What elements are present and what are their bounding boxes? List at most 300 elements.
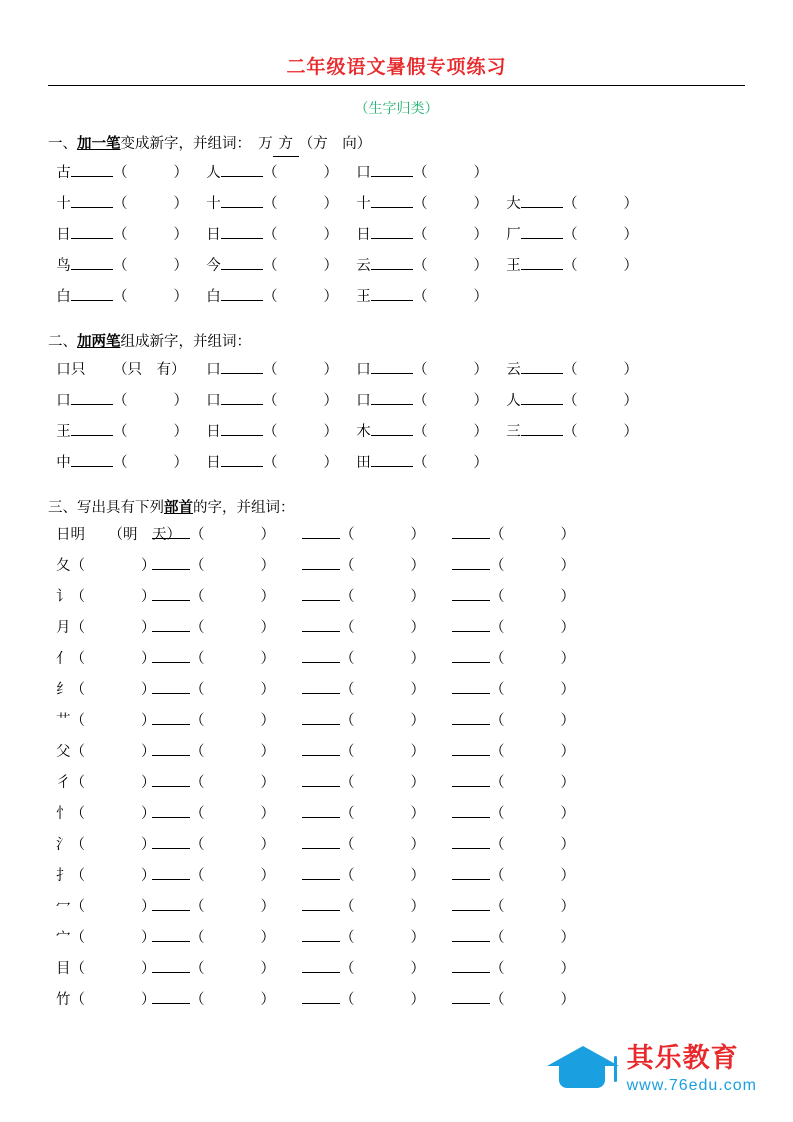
answer-blank[interactable] [452, 896, 490, 911]
answer-blank[interactable] [521, 390, 563, 405]
answer-blank[interactable] [452, 648, 490, 663]
exercise-item[interactable] [152, 523, 302, 544]
exercise-item[interactable] [56, 192, 206, 213]
word-parens[interactable]: （ ） [490, 930, 575, 947]
section-1-rows [48, 161, 745, 316]
answer-blank[interactable] [521, 224, 563, 239]
word-parens[interactable]: （ ） [490, 806, 575, 823]
radical-char: 忄 [56, 806, 71, 823]
exercise-item[interactable] [506, 254, 656, 275]
answer-blank[interactable] [452, 834, 490, 849]
exercise-item[interactable] [206, 358, 356, 379]
word-parens[interactable]: （ ） [113, 195, 188, 212]
exercise-item[interactable] [152, 585, 302, 606]
exercise-item[interactable] [302, 740, 452, 761]
word-parens[interactable]: （ ） [263, 195, 338, 212]
word-parens[interactable]: （ ） [340, 620, 425, 637]
word-parens[interactable]: （ ） [113, 423, 188, 440]
exercise-item[interactable] [302, 864, 452, 885]
exercise-item[interactable] [452, 740, 602, 761]
word-parens[interactable]: （ ） [70, 868, 156, 885]
prompt-char: 今 [206, 257, 221, 274]
answer-blank[interactable] [302, 803, 340, 818]
exercise-item[interactable] [302, 833, 452, 854]
answer-blank[interactable] [152, 679, 190, 694]
word-parens[interactable]: （ ） [190, 527, 275, 544]
answer-blank[interactable] [371, 224, 413, 239]
answer-blank[interactable] [71, 162, 113, 177]
word-parens[interactable]: （ ） [340, 930, 425, 947]
answer-blank[interactable] [452, 741, 490, 756]
exercise-item[interactable] [206, 161, 356, 182]
answer-blank[interactable] [152, 586, 190, 601]
answer-blank[interactable] [302, 741, 340, 756]
word-parens[interactable]: （ ） [563, 392, 638, 409]
exercise-row [48, 895, 745, 926]
word-parens[interactable]: （ ） [490, 992, 575, 1009]
word-parens[interactable]: （ ） [340, 837, 425, 854]
answer-blank[interactable] [452, 555, 490, 570]
word-parens[interactable]: （ ） [190, 682, 275, 699]
answer-blank[interactable] [302, 586, 340, 601]
answer-blank[interactable] [371, 255, 413, 270]
answer-blank[interactable] [371, 162, 413, 177]
exercise-item[interactable] [506, 223, 656, 244]
word-parens[interactable]: （ ） [190, 558, 275, 575]
word-parens[interactable]: （ ） [490, 899, 575, 916]
exercise-row [48, 285, 745, 316]
exercise-item[interactable] [152, 895, 302, 916]
exercise-item[interactable] [152, 957, 302, 978]
radical-lead[interactable] [56, 988, 156, 1009]
exercise-item[interactable] [302, 709, 452, 730]
exercise-item[interactable] [206, 192, 356, 213]
exercise-item[interactable] [152, 833, 302, 854]
answer-blank[interactable] [71, 286, 113, 301]
exercise-item[interactable] [302, 957, 452, 978]
exercise-item[interactable] [152, 554, 302, 575]
word-parens[interactable]: （ ） [490, 961, 575, 978]
exercise-item[interactable] [356, 285, 506, 306]
answer-blank[interactable] [152, 555, 190, 570]
prompt-char: 白 [56, 288, 71, 305]
answer-blank[interactable] [152, 989, 190, 1004]
word-parens[interactable]: （ ） [263, 361, 338, 378]
answer-blank[interactable] [152, 710, 190, 725]
answer-blank[interactable] [152, 772, 190, 787]
answer-blank[interactable] [152, 648, 190, 663]
exercise-item[interactable] [302, 771, 452, 792]
exercise-item[interactable] [356, 192, 506, 213]
word-parens[interactable]: （ ） [190, 713, 275, 730]
exercise-item[interactable] [506, 192, 656, 213]
radical-lead[interactable] [56, 647, 156, 668]
word-parens[interactable]: （ ） [263, 392, 338, 409]
word-parens[interactable]: （ ） [70, 682, 156, 699]
answer-blank[interactable] [452, 524, 490, 539]
word-parens[interactable]: （ ） [413, 361, 488, 378]
answer-blank[interactable] [221, 193, 263, 208]
answer-blank[interactable] [371, 421, 413, 436]
answer-blank[interactable] [221, 359, 263, 374]
exercise-item[interactable] [206, 223, 356, 244]
word-parens[interactable]: （ ） [490, 558, 575, 575]
sample-answer: 明 [70, 527, 85, 544]
answer-blank[interactable] [221, 255, 263, 270]
answer-blank[interactable] [71, 421, 113, 436]
radical-char: 冖 [56, 899, 71, 916]
exercise-item[interactable] [302, 523, 452, 544]
word-parens[interactable]: （ ） [413, 392, 488, 409]
exercise-item[interactable] [452, 802, 602, 823]
exercise-item[interactable] [302, 802, 452, 823]
exercise-item[interactable] [152, 647, 302, 668]
word-parens[interactable]: （ ） [190, 961, 275, 978]
word-parens[interactable]: （ ） [340, 744, 425, 761]
answer-blank[interactable] [452, 927, 490, 942]
word-parens[interactable]: （ ） [413, 257, 488, 274]
answer-blank[interactable] [302, 989, 340, 1004]
exercise-item[interactable] [452, 926, 602, 947]
word-parens[interactable]: （ ） [70, 837, 156, 854]
exercise-row [48, 389, 745, 420]
prompt-char: 王 [356, 288, 371, 305]
answer-blank[interactable] [302, 834, 340, 849]
exercise-item[interactable] [356, 420, 506, 441]
answer-blank[interactable] [152, 617, 190, 632]
word-parens[interactable]: （ ） [190, 992, 275, 1009]
answer-blank[interactable] [371, 452, 413, 467]
exercise-item[interactable] [356, 161, 506, 182]
exercise-item[interactable] [452, 585, 602, 606]
word-parens[interactable]: （ ） [340, 961, 425, 978]
radical-lead[interactable] [56, 957, 156, 978]
word-parens[interactable]: （ ） [190, 775, 275, 792]
word-parens[interactable]: （ ） [563, 226, 638, 243]
exercise-item[interactable] [56, 389, 206, 410]
answer-blank[interactable] [371, 286, 413, 301]
word-parens[interactable]: （ ） [190, 837, 275, 854]
word-parens[interactable]: （ ） [413, 164, 488, 181]
answer-blank[interactable] [71, 390, 113, 405]
sample-answer: 方 [273, 134, 299, 157]
exercise-item[interactable] [206, 285, 356, 306]
answer-blank[interactable] [302, 710, 340, 725]
word-parens[interactable]: （ ） [70, 806, 156, 823]
word-parens[interactable]: （ ） [113, 164, 188, 181]
exercise-item[interactable] [152, 616, 302, 637]
answer-blank[interactable] [71, 193, 113, 208]
word-parens[interactable]: （ ） [490, 527, 575, 544]
exercise-item[interactable] [206, 420, 356, 441]
word-parens[interactable]: （ ） [340, 682, 425, 699]
answer-blank[interactable] [221, 390, 263, 405]
exercise-item[interactable] [56, 254, 206, 275]
exercise-item[interactable] [302, 585, 452, 606]
answer-blank[interactable] [302, 679, 340, 694]
exercise-item[interactable] [152, 740, 302, 761]
radical-char: 纟 [56, 682, 71, 699]
word-parens[interactable]: （ ） [190, 806, 275, 823]
exercise-item[interactable] [452, 554, 602, 575]
radical-char: 目 [56, 961, 71, 978]
answer-blank[interactable] [452, 772, 490, 787]
word-parens[interactable]: （ ） [490, 713, 575, 730]
answer-blank[interactable] [452, 679, 490, 694]
word-parens[interactable]: （ ） [490, 744, 575, 761]
answer-blank[interactable] [302, 927, 340, 942]
word-parens[interactable]: （ ） [70, 992, 156, 1009]
answer-blank[interactable] [302, 648, 340, 663]
exercise-item[interactable] [152, 709, 302, 730]
exercise-item[interactable] [452, 678, 602, 699]
exercise-item[interactable] [302, 554, 452, 575]
answer-blank[interactable] [452, 710, 490, 725]
answer-blank[interactable] [152, 865, 190, 880]
word-parens[interactable]: （ ） [190, 651, 275, 668]
answer-blank[interactable] [221, 224, 263, 239]
exercise-item[interactable] [452, 988, 602, 1009]
answer-blank[interactable] [71, 224, 113, 239]
answer-blank[interactable] [371, 359, 413, 374]
radical-lead[interactable] [56, 616, 156, 637]
radical-lead[interactable] [56, 771, 156, 792]
radical-char: 日 [56, 527, 71, 544]
radical-lead[interactable] [56, 740, 156, 761]
exercise-item[interactable] [452, 833, 602, 854]
sample-word: （只 有） [113, 361, 186, 378]
brand-text [626, 1042, 757, 1094]
exercise-item[interactable] [356, 254, 506, 275]
answer-blank[interactable] [152, 927, 190, 942]
exercise-item[interactable] [302, 926, 452, 947]
word-parens[interactable]: （ ） [340, 899, 425, 916]
exercise-item[interactable] [356, 451, 506, 472]
exercise-item[interactable] [206, 451, 356, 472]
answer-blank[interactable] [452, 586, 490, 601]
answer-blank[interactable] [452, 989, 490, 1004]
answer-blank[interactable] [152, 896, 190, 911]
word-parens[interactable]: （ ） [490, 620, 575, 637]
word-parens[interactable]: （ ） [340, 992, 425, 1009]
word-parens[interactable]: （ ） [190, 868, 275, 885]
exercise-item[interactable] [506, 420, 656, 441]
word-parens[interactable]: （ ） [413, 423, 488, 440]
exercise-item[interactable] [152, 926, 302, 947]
word-parens[interactable]: （ ） [113, 257, 188, 274]
word-parens[interactable]: （ ） [340, 558, 425, 575]
sample-word: （明 天） [108, 527, 181, 544]
answer-blank[interactable] [302, 524, 340, 539]
section-3-keyword: 部首 [164, 499, 193, 516]
word-parens[interactable]: （ ） [113, 454, 188, 471]
exercise-row [48, 254, 745, 285]
radical-lead[interactable] [56, 709, 156, 730]
answer-blank[interactable] [302, 896, 340, 911]
radical-lead[interactable] [56, 864, 156, 885]
radical-lead[interactable] [56, 678, 156, 699]
prompt-char: 古 [56, 164, 71, 181]
answer-blank[interactable] [302, 958, 340, 973]
radical-lead[interactable] [56, 585, 156, 606]
exercise-item[interactable] [152, 802, 302, 823]
exercise-item[interactable] [452, 957, 602, 978]
exercise-item[interactable] [506, 358, 656, 379]
word-parens[interactable]: （ ） [70, 744, 156, 761]
word-parens[interactable]: （ ） [490, 589, 575, 606]
radical-lead[interactable] [56, 554, 156, 575]
answer-blank[interactable] [71, 452, 113, 467]
word-parens[interactable]: （ ） [113, 392, 188, 409]
word-parens[interactable]: （ ） [563, 423, 638, 440]
answer-blank[interactable] [152, 834, 190, 849]
word-parens[interactable]: （ ） [113, 288, 188, 305]
exercise-item[interactable] [56, 161, 206, 182]
answer-blank[interactable] [302, 865, 340, 880]
word-parens[interactable]: （ ） [340, 589, 425, 606]
word-parens[interactable]: （ ） [70, 775, 156, 792]
exercise-item[interactable] [302, 895, 452, 916]
exercise-item[interactable] [302, 678, 452, 699]
radical-lead[interactable] [56, 895, 156, 916]
word-parens[interactable]: （ ） [70, 651, 156, 668]
word-parens[interactable]: （ ） [113, 226, 188, 243]
word-parens[interactable]: （ ） [413, 195, 488, 212]
word-parens[interactable]: （ ） [563, 195, 638, 212]
exercise-item[interactable] [206, 254, 356, 275]
prompt-char: 云 [506, 361, 521, 378]
answer-blank[interactable] [521, 193, 563, 208]
word-parens[interactable]: （ ） [70, 930, 156, 947]
exercise-item[interactable] [56, 223, 206, 244]
word-parens[interactable]: （ ） [413, 454, 488, 471]
word-parens[interactable]: （ ） [413, 288, 488, 305]
exercise-item[interactable] [302, 616, 452, 637]
prompt-char: 云 [356, 257, 371, 274]
word-parens[interactable]: （ ） [490, 868, 575, 885]
exercise-item[interactable] [452, 864, 602, 885]
word-parens[interactable]: （ ） [413, 226, 488, 243]
word-parens[interactable]: （ ） [263, 226, 338, 243]
word-parens[interactable]: （ ） [190, 930, 275, 947]
word-parens[interactable]: （ ） [263, 288, 338, 305]
word-parens[interactable]: （ ） [70, 558, 156, 575]
answer-blank[interactable] [371, 390, 413, 405]
word-parens[interactable]: （ ） [263, 454, 338, 471]
answer-blank[interactable] [152, 803, 190, 818]
exercise-item[interactable] [452, 616, 602, 637]
exercise-item[interactable] [152, 678, 302, 699]
word-parens[interactable]: （ ） [263, 423, 338, 440]
word-parens[interactable]: （ ） [190, 620, 275, 637]
exercise-item[interactable] [452, 647, 602, 668]
word-parens[interactable]: （ ） [70, 620, 156, 637]
answer-blank[interactable] [221, 162, 263, 177]
word-parens[interactable]: （ ） [70, 589, 156, 606]
word-parens[interactable]: （ ） [490, 682, 575, 699]
answer-blank[interactable] [221, 452, 263, 467]
exercise-item[interactable] [56, 451, 206, 472]
prompt-char: 中 [56, 454, 71, 471]
answer-blank[interactable] [452, 617, 490, 632]
word-parens[interactable]: （ ） [340, 527, 425, 544]
exercise-item[interactable] [152, 864, 302, 885]
answer-blank[interactable] [71, 255, 113, 270]
word-parens[interactable]: （ ） [340, 713, 425, 730]
answer-blank[interactable] [302, 555, 340, 570]
word-parens[interactable]: （ ） [70, 961, 156, 978]
answer-blank[interactable] [302, 772, 340, 787]
exercise-row [48, 678, 745, 709]
word-parens[interactable]: （ ） [563, 361, 638, 378]
exercise-item[interactable] [56, 420, 206, 441]
exercise-item[interactable] [452, 523, 602, 544]
word-parens[interactable]: （ ） [70, 713, 156, 730]
radical-lead[interactable] [56, 926, 156, 947]
word-parens[interactable]: （ ） [70, 899, 156, 916]
exercise-item[interactable] [152, 988, 302, 1009]
word-parens[interactable]: （ ） [340, 806, 425, 823]
exercise-row [48, 709, 745, 740]
radical-lead[interactable] [56, 833, 156, 854]
word-parens[interactable]: （ ） [490, 651, 575, 668]
exercise-item[interactable] [452, 709, 602, 730]
answer-blank[interactable] [152, 958, 190, 973]
exercise-item[interactable] [56, 285, 206, 306]
exercise-item[interactable] [452, 771, 602, 792]
answer-blank[interactable] [302, 617, 340, 632]
exercise-item[interactable] [356, 358, 506, 379]
word-parens[interactable]: （ ） [190, 589, 275, 606]
exercise-item[interactable] [452, 895, 602, 916]
word-parens[interactable]: （ ） [490, 837, 575, 854]
exercise-item[interactable] [206, 389, 356, 410]
word-parens[interactable]: （ ） [190, 899, 275, 916]
answer-blank[interactable] [152, 741, 190, 756]
page-title: 二年级语文暑假专项练习 [286, 57, 507, 78]
exercise-item[interactable] [302, 988, 452, 1009]
exercise-item[interactable] [152, 771, 302, 792]
word-parens[interactable]: （ ） [263, 164, 338, 181]
answer-blank[interactable] [521, 359, 563, 374]
answer-blank[interactable] [152, 524, 190, 539]
word-parens[interactable]: （ ） [490, 775, 575, 792]
exercise-item[interactable] [506, 389, 656, 410]
word-parens[interactable]: （ ） [563, 257, 638, 274]
answer-blank[interactable] [221, 421, 263, 436]
exercise-item[interactable] [356, 223, 506, 244]
answer-blank[interactable] [371, 193, 413, 208]
answer-blank[interactable] [452, 865, 490, 880]
word-parens[interactable]: （ ） [340, 775, 425, 792]
word-parens[interactable]: （ ） [190, 744, 275, 761]
answer-blank[interactable] [452, 803, 490, 818]
section-1-sample [255, 134, 372, 157]
prompt-char: 木 [356, 423, 371, 440]
answer-blank[interactable] [221, 286, 263, 301]
exercise-item[interactable] [356, 389, 506, 410]
word-parens[interactable]: （ ） [340, 651, 425, 668]
answer-blank[interactable] [521, 421, 563, 436]
exercise-item[interactable] [302, 647, 452, 668]
answer-blank[interactable] [452, 958, 490, 973]
answer-blank[interactable] [521, 255, 563, 270]
prompt-char: 口 [356, 361, 371, 378]
word-parens[interactable]: （ ） [263, 257, 338, 274]
word-parens[interactable]: （ ） [340, 868, 425, 885]
radical-char: 夂 [56, 558, 71, 575]
radical-lead[interactable] [56, 802, 156, 823]
